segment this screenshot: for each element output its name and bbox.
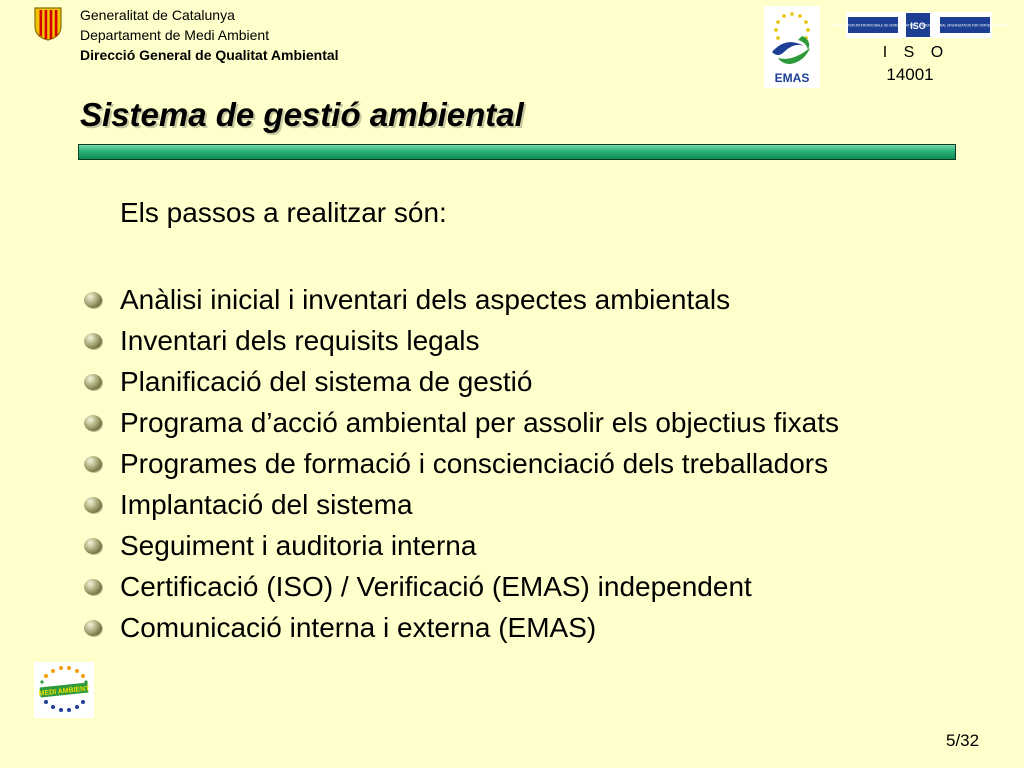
org-name: Generalitat de Catalunya — [80, 7, 235, 23]
intro-text: Els passos a realitzar són: — [120, 197, 447, 228]
steps-list — [84, 279, 839, 648]
step-item — [84, 484, 839, 525]
directorate-name: Direcció General de Qualitat Ambiental — [80, 47, 339, 63]
emas-logo — [764, 6, 820, 88]
step-text: Seguiment i auditoria interna — [120, 529, 477, 561]
step-text: Inventari dels requisits legals — [120, 324, 480, 356]
step-item — [84, 525, 839, 566]
medi-ambient-logo-text: MEDI AMBIENT — [38, 685, 90, 698]
iso-logo-text-left: ORGANISATION INTERNATIONALE DE NORMALISATION — [830, 23, 916, 28]
iso-label: I S O — [882, 44, 950, 61]
step-text: Anàlisi inicial i inventari dels aspectes ambientals — [120, 283, 731, 315]
step-text: Certificació (ISO) / Verificació (EMAS) independent — [120, 570, 752, 602]
step-item — [84, 402, 839, 443]
step-text: Programa d’acció ambiental per assolir els objectius fixats — [120, 406, 839, 438]
bullet-icon — [84, 620, 102, 636]
step-item — [84, 443, 839, 484]
bullet-icon — [84, 374, 102, 390]
step-text: Planificació del sistema de gestió — [120, 365, 533, 397]
step-item — [84, 607, 839, 648]
step-text: Implantació del sistema — [120, 488, 413, 520]
bullet-icon — [84, 579, 102, 595]
slide-title: Sistema de gestió ambiental — [80, 96, 524, 133]
emas-logo-text: EMAS — [774, 71, 810, 85]
bullet-icon — [84, 456, 102, 472]
iso-logo-mark: ISO — [910, 21, 926, 31]
bullet-icon — [84, 292, 102, 308]
bullet-icon — [84, 538, 102, 554]
iso-logo — [830, 12, 1010, 38]
medi-ambient-logo — [34, 662, 94, 718]
iso-logo-text-right: INTERNATIONAL ORGANIZATION FOR STANDARDIZATION — [920, 23, 1010, 28]
step-text: Programes de formació i conscienciació dels treballadors — [120, 447, 829, 479]
bullet-icon — [84, 497, 102, 513]
iso-standard-number: 14001 — [886, 65, 934, 84]
bullet-icon — [84, 333, 102, 349]
step-item — [84, 566, 839, 607]
bullet-icon — [84, 415, 102, 431]
step-item — [84, 279, 839, 320]
step-item — [84, 361, 839, 402]
page-number: 5/32 — [946, 731, 980, 750]
title-underline-bar — [78, 144, 956, 160]
step-item — [84, 320, 839, 361]
generalitat-logo — [32, 6, 64, 42]
department-name: Departament de Medi Ambient — [80, 27, 270, 43]
step-text: Comunicació interna i externa (EMAS) — [120, 611, 597, 643]
